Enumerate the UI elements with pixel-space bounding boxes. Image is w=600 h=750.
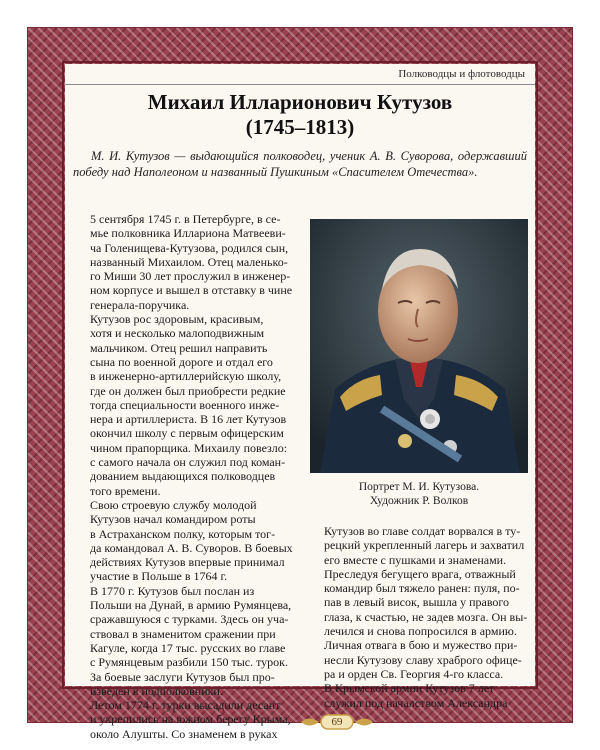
running-header	[65, 64, 535, 85]
page-content	[65, 64, 535, 741]
lead-text: М. И. Кутузов — выдающийся полководец, ученик А. В. Суворова, одержавший победу над Наполеоном и названный Пушкиным «Спасителем Отечества».	[73, 149, 527, 179]
text-line: ном корпусе и вышел в отставку в чине	[90, 283, 293, 298]
text-line: изведен в подполковники.	[90, 683, 223, 698]
text-line: чином прапорщика. Михаилу повезло:	[90, 440, 288, 455]
text-line: ствовал в знаменитом сражении при	[90, 626, 276, 641]
text-line: ча Голенищева-Кутузова, родился сын,	[90, 240, 289, 255]
text-line: Преследуя бегущего врага, отважный	[324, 566, 516, 581]
text-line: участие в Польше в 1764 г.	[90, 569, 228, 584]
page-number: 69	[331, 716, 343, 728]
paragraph	[74, 498, 297, 584]
text-line: и укрепились на южном берегу Крыма,	[90, 712, 291, 727]
text-line: За боевые заслуги Кутузов был про-	[90, 669, 275, 684]
text-line: сына по военной дороге и отдал его	[90, 354, 273, 369]
text-line: окончил школу с первым офицерским	[90, 426, 284, 441]
text-line: нера и артиллериста. В 16 лет Кутузов	[90, 412, 287, 427]
lead-paragraph	[73, 148, 527, 180]
text-line: В 1770 г. Кутузов был послан из	[90, 583, 255, 598]
paragraph	[308, 681, 530, 710]
right-column	[308, 524, 530, 710]
text-line: Свою строевую службу молодой	[90, 497, 257, 512]
text-line: лечился и снова попросился в армию.	[324, 624, 517, 639]
text-line: с Румянцевым разбили 150 тыс. турок.	[90, 655, 288, 670]
paragraph	[74, 670, 297, 699]
text-line: названный Михаилом. Отец маленько-	[90, 254, 288, 269]
left-column	[74, 212, 297, 741]
text-line: 5 сентября 1745 г. в Петербурге, в се-	[90, 212, 281, 226]
text-line: генерала-поручика.	[90, 297, 190, 312]
book-page	[28, 28, 572, 741]
paragraph	[74, 212, 297, 312]
text-line: служил под началством Александра	[324, 695, 508, 710]
text-line: в Астраханском полку, которым тог-	[90, 526, 276, 541]
text-line: дованием выдающихся полководцев	[90, 469, 276, 484]
article-title: Михаил Илларионович Кутузов	[147, 90, 453, 114]
text-line: где он должен был приобрести редкие	[90, 383, 286, 398]
caption-line-1: Портрет М. И. Кутузова.	[358, 481, 480, 493]
text-line: да командовал А. В. Суворов. В боевых	[90, 540, 293, 555]
text-line: с самого начала он служил под коман-	[90, 455, 286, 470]
text-line: Польши на Дунай, в армию Румянцева,	[90, 598, 292, 613]
text-line: Кагуле, когда 17 тыс. русских во главе	[90, 640, 286, 655]
text-line: рецкий укрепленный лагерь и захватил	[324, 538, 525, 553]
text-line: Личная отвага в бою и мужество при-	[324, 638, 518, 653]
text-line: Кутузов рос здоровым, красивым,	[90, 312, 264, 327]
text-line: несли Кутузову славу храброго офице-	[324, 652, 522, 667]
paragraph	[74, 698, 297, 741]
text-line: тогда специальности военного инже-	[90, 397, 280, 412]
text-line: хотя и несколько малоподвижным	[90, 326, 265, 341]
text-line: того времени.	[90, 483, 161, 498]
text-line: действиях Кутузов впервые принимал	[90, 555, 285, 570]
portrait-painting-icon	[310, 219, 528, 473]
paragraph	[308, 524, 530, 681]
life-dates: (1745–1813)	[245, 115, 355, 139]
text-line: Кутузов во главе солдат ворвался в ту-	[324, 524, 521, 538]
caption-line-2: Художник Р. Волков	[369, 495, 469, 507]
text-line: в инженерно-артиллерийскую школу,	[90, 369, 282, 384]
text-line: его вместе с пушками и знаменами.	[324, 552, 507, 567]
paragraph	[74, 312, 297, 498]
portrait-caption	[310, 480, 528, 508]
text-line: командир был тяжело ранен: пуля, по-	[324, 581, 520, 596]
section-name: Полководцы и флотоводцы	[398, 68, 525, 80]
page-number-ornament	[299, 713, 375, 731]
text-line: пав в левый висок, вышла у правого	[324, 595, 510, 610]
paragraph	[74, 584, 297, 670]
text-line: ра и орден Св. Георгия 4-го класса.	[324, 666, 504, 681]
text-line: глаза, к счастью, не задев мозга. Он вы-	[324, 609, 528, 624]
text-line: около Алушты. Со знаменем в руках	[90, 726, 278, 741]
text-line: В Крымской армии Кутузов 7 лет	[324, 681, 495, 696]
text-line: Кутузов начал командиром роты	[90, 512, 256, 527]
text-line: мальчиком. Отец решил направить	[90, 340, 268, 355]
text-line: го Миши 30 лет прослужил в инженер-	[90, 269, 291, 284]
text-line: сражавшуюся с турками. Здесь он уча-	[90, 612, 289, 627]
text-line: мье полковника Иллариона Матвееви-	[90, 226, 286, 241]
text-line: Летом 1774 г. турки высадили десант	[90, 698, 281, 713]
